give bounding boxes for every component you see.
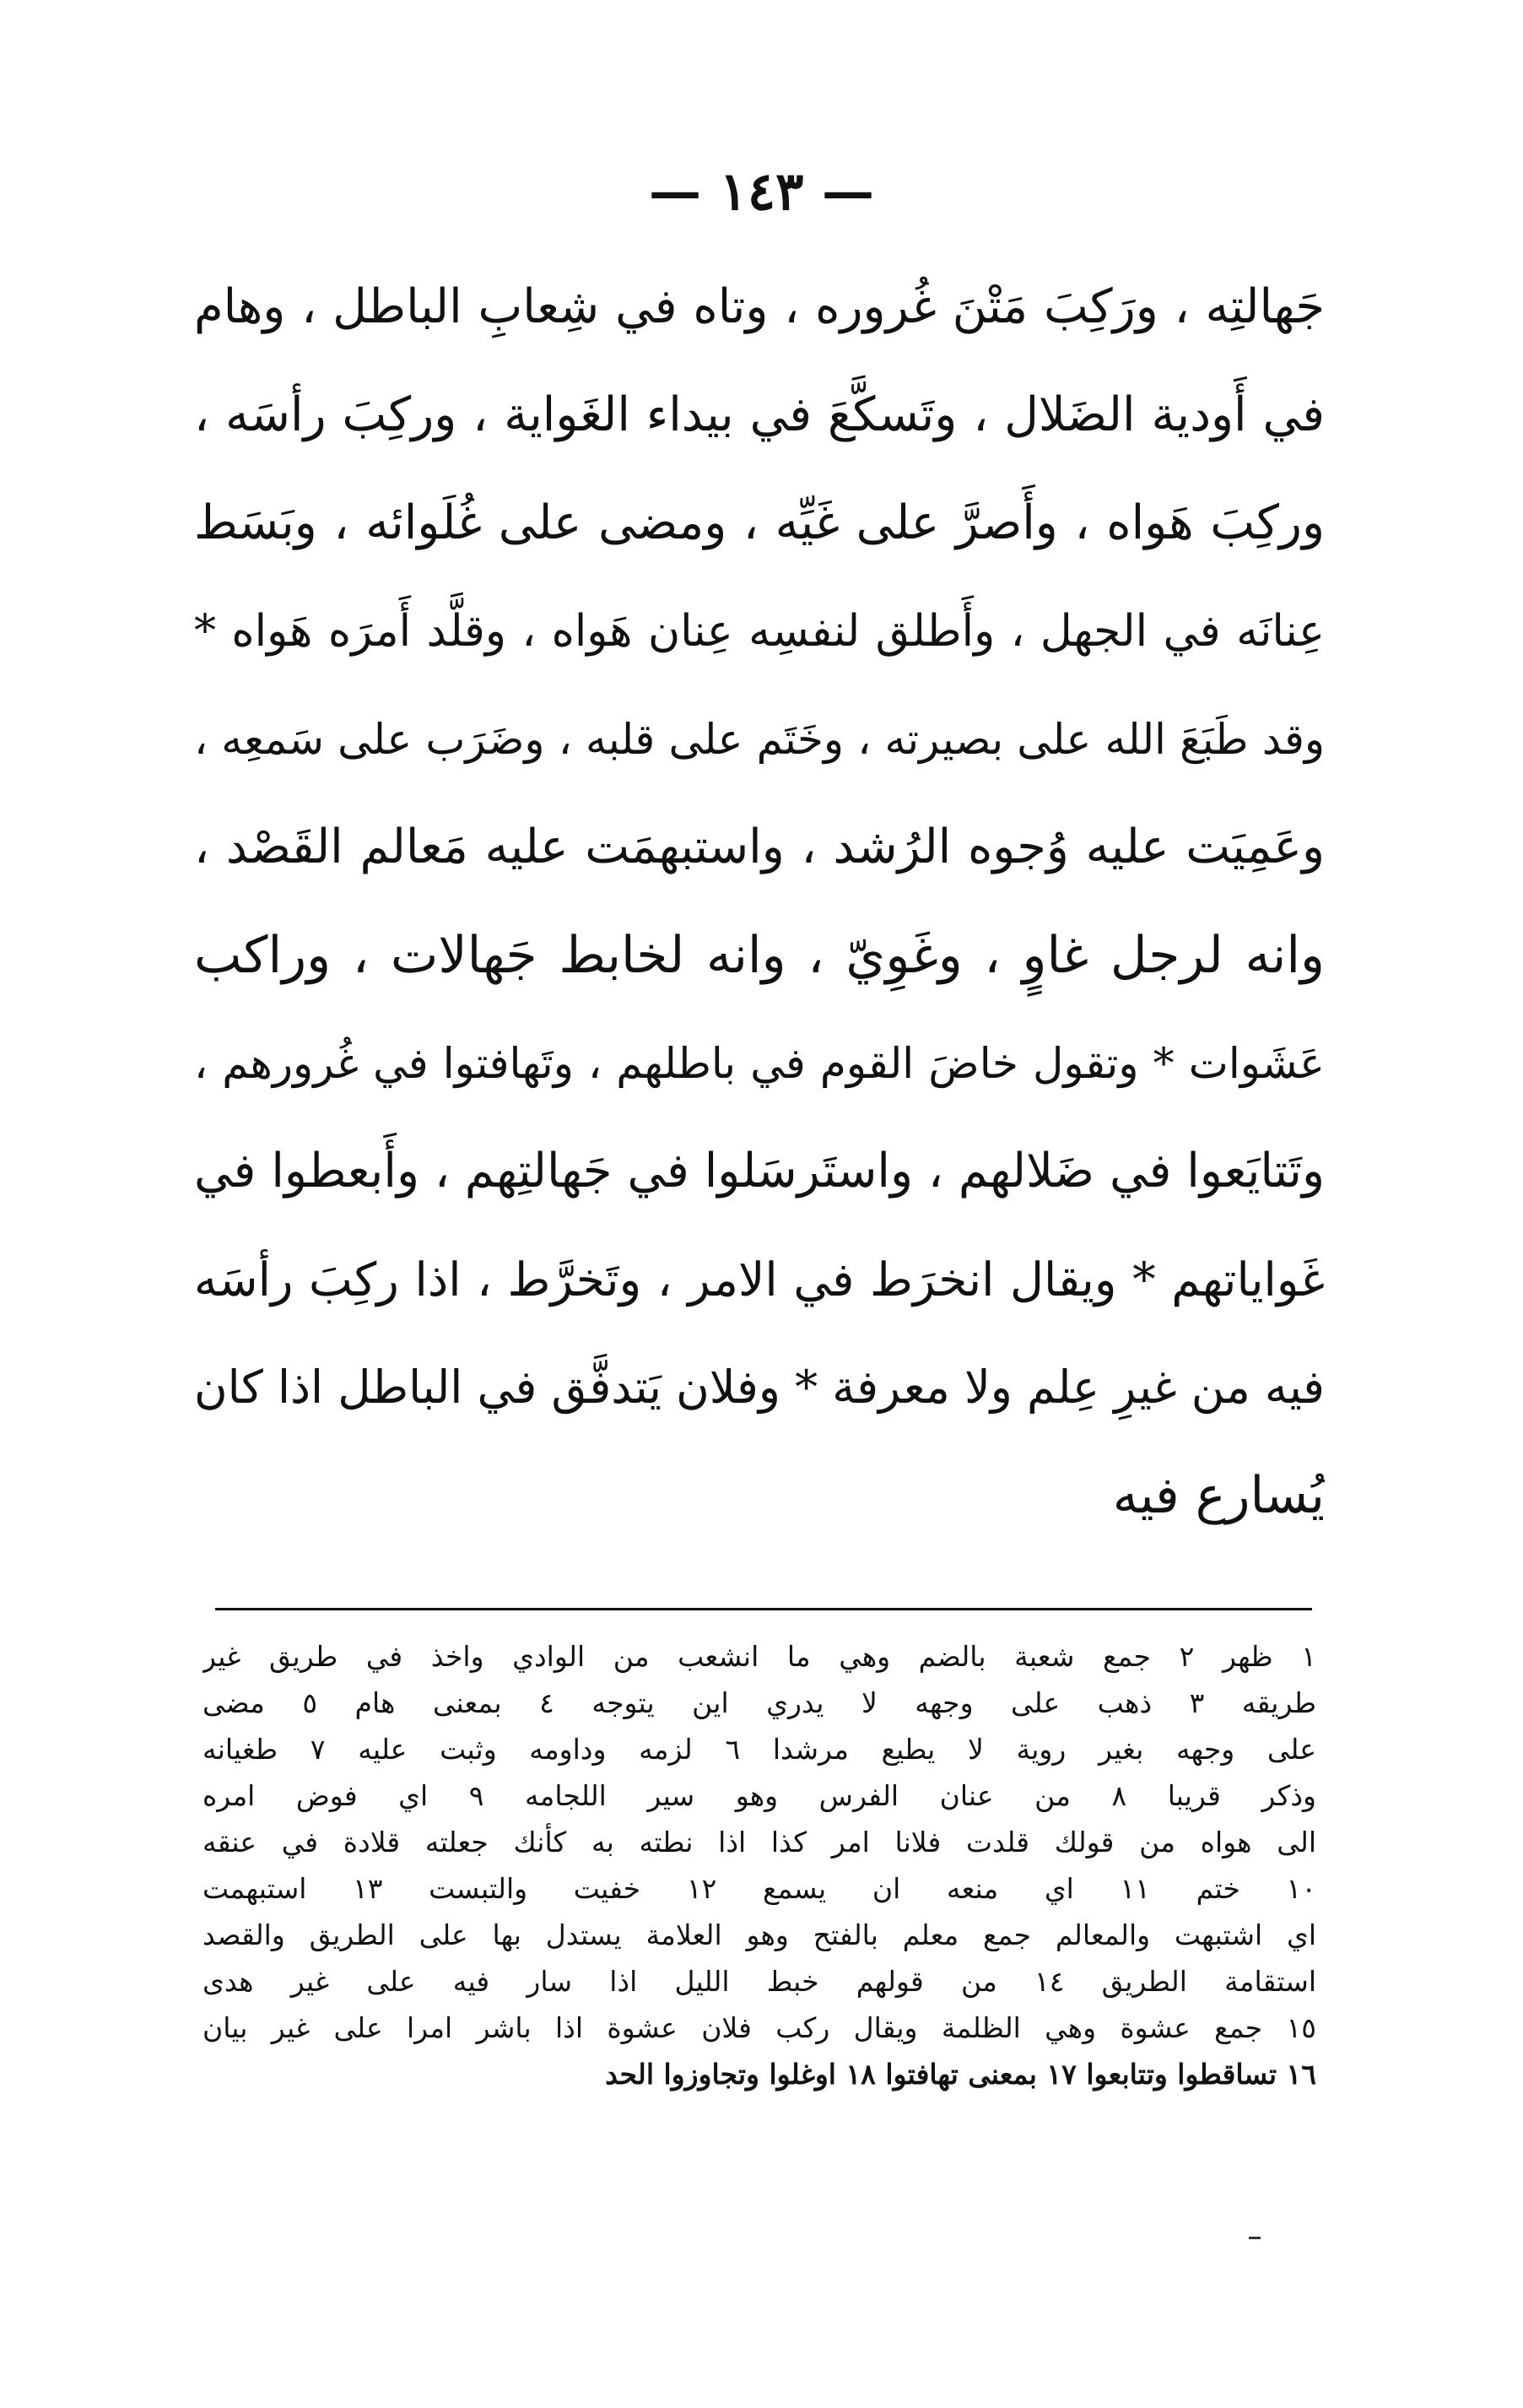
footnotes-block (203, 1633, 1316, 2097)
footnote-divider (215, 1608, 1312, 1610)
page-number: — ١٤٣ — (648, 160, 875, 222)
footnote-line: ١٥ جمع عشوة وهي الظلمة ويقال ركب فلان عشوة اذا باشر امرا على غير بيان (203, 2011, 1316, 2044)
footnote-line: ١٠ ختم ١١ اي منعه ان يسمع ١٢ خفيت والتبست ١٣ استبهمت (203, 1872, 1316, 1905)
footnote-line: ١ ظهر ٢ جمع شعبة بالضم وهي ما انشعب من الوادي واخذ في طريق غير (203, 1640, 1316, 1673)
footnote-line: استقامة الطريق ١٤ من قولهم خبط الليل اذا سار فيه على غير هدى (203, 1965, 1316, 1998)
footnote-line: على وجهه بغير روية لا يطيع مرشدا ٦ لزمه وداومه وثبت عليه ٧ طغيانه (203, 1733, 1316, 1766)
end-mark (1249, 2237, 1261, 2239)
main-text-line: فيه من غيرِ عِلم ولا معرفة * وفلان يَتدفَّق في الباطل اذا كان (194, 1361, 1325, 1414)
footnote-line: الى هواه من قولك قلدت فلانا امر كذا اذا نطته به كأنك جعلته قلادة في عنقه (203, 1826, 1316, 1859)
main-text-line: وعَمِيَت عليه وُجوه الرُشد ، واستبهمَت عليه مَعالم القَصْد ، (194, 820, 1325, 874)
main-text-line: وانه لرجل غاوٍ ، وغَوِيّ ، وانه لخابط جَهالات ، وراكب (194, 926, 1325, 985)
main-text-line: عِنانَه في الجهل ، وأَطلق لنفسِه عِنان هَواه ، وقلَّد أَمرَه هَواه * (194, 606, 1325, 657)
footnote-line: ١٦ تساقطوا وتتابعوا ١٧ بمعنى تهافتوا ١٨ اوغلوا وتجاوزوا الحد (605, 2058, 1316, 2091)
main-text-line: عَشَوات * وتقول خاضَ القوم في باطلهم ، وتَهافتوا في غُرورهم ، (194, 1039, 1325, 1088)
footnote-line: اي اشتبهت والمعالم جمع معلم بالفتح وهو العلامة يستدل بها على الطريق والقصد (203, 1918, 1316, 1951)
main-text-line: يُسارع فيه (1112, 1466, 1325, 1525)
main-text-line: وركِبَ هَواه ، وأَصرَّ على غَيِّه ، ومضى على غُلَوائه ، وبَسَط (194, 495, 1325, 550)
footnote-line: وذكر قريبا ٨ من عنان الفرس وهو سير اللجامه ٩ اي فوض امره (203, 1779, 1316, 1812)
main-text-line: وتَتايَعوا في ضَلالهم ، واستَرسَلوا في جَهالتِهم ، وأَبعطوا في (194, 1144, 1325, 1199)
footnote-line: طريقه ٣ ذهب على وجهه لا يدري اين يتوجه ٤ بمعنى هام ٥ مضى (203, 1686, 1316, 1719)
main-text-line: في أَودية الضَلال ، وتَسكَّعَ في بيداء الغَواية ، وركِبَ رأسَه ، (194, 387, 1325, 442)
main-text-block (194, 253, 1325, 1550)
main-text-line: غَواياتهم * ويقال انخرَط في الامر ، وتَخرَّط ، اذا ركِبَ رأسَه (194, 1253, 1325, 1307)
main-text-line: وقد طَبَعَ الله على بصيرته ، وخَتَم على قلبه ، وضَرَب على سَمعِه ، (194, 715, 1325, 764)
main-text-line: جَهالتِه ، ورَكِبَ مَتْنَ غُروره ، وتاه في شِعابِ الباطل ، وهام (194, 279, 1325, 334)
